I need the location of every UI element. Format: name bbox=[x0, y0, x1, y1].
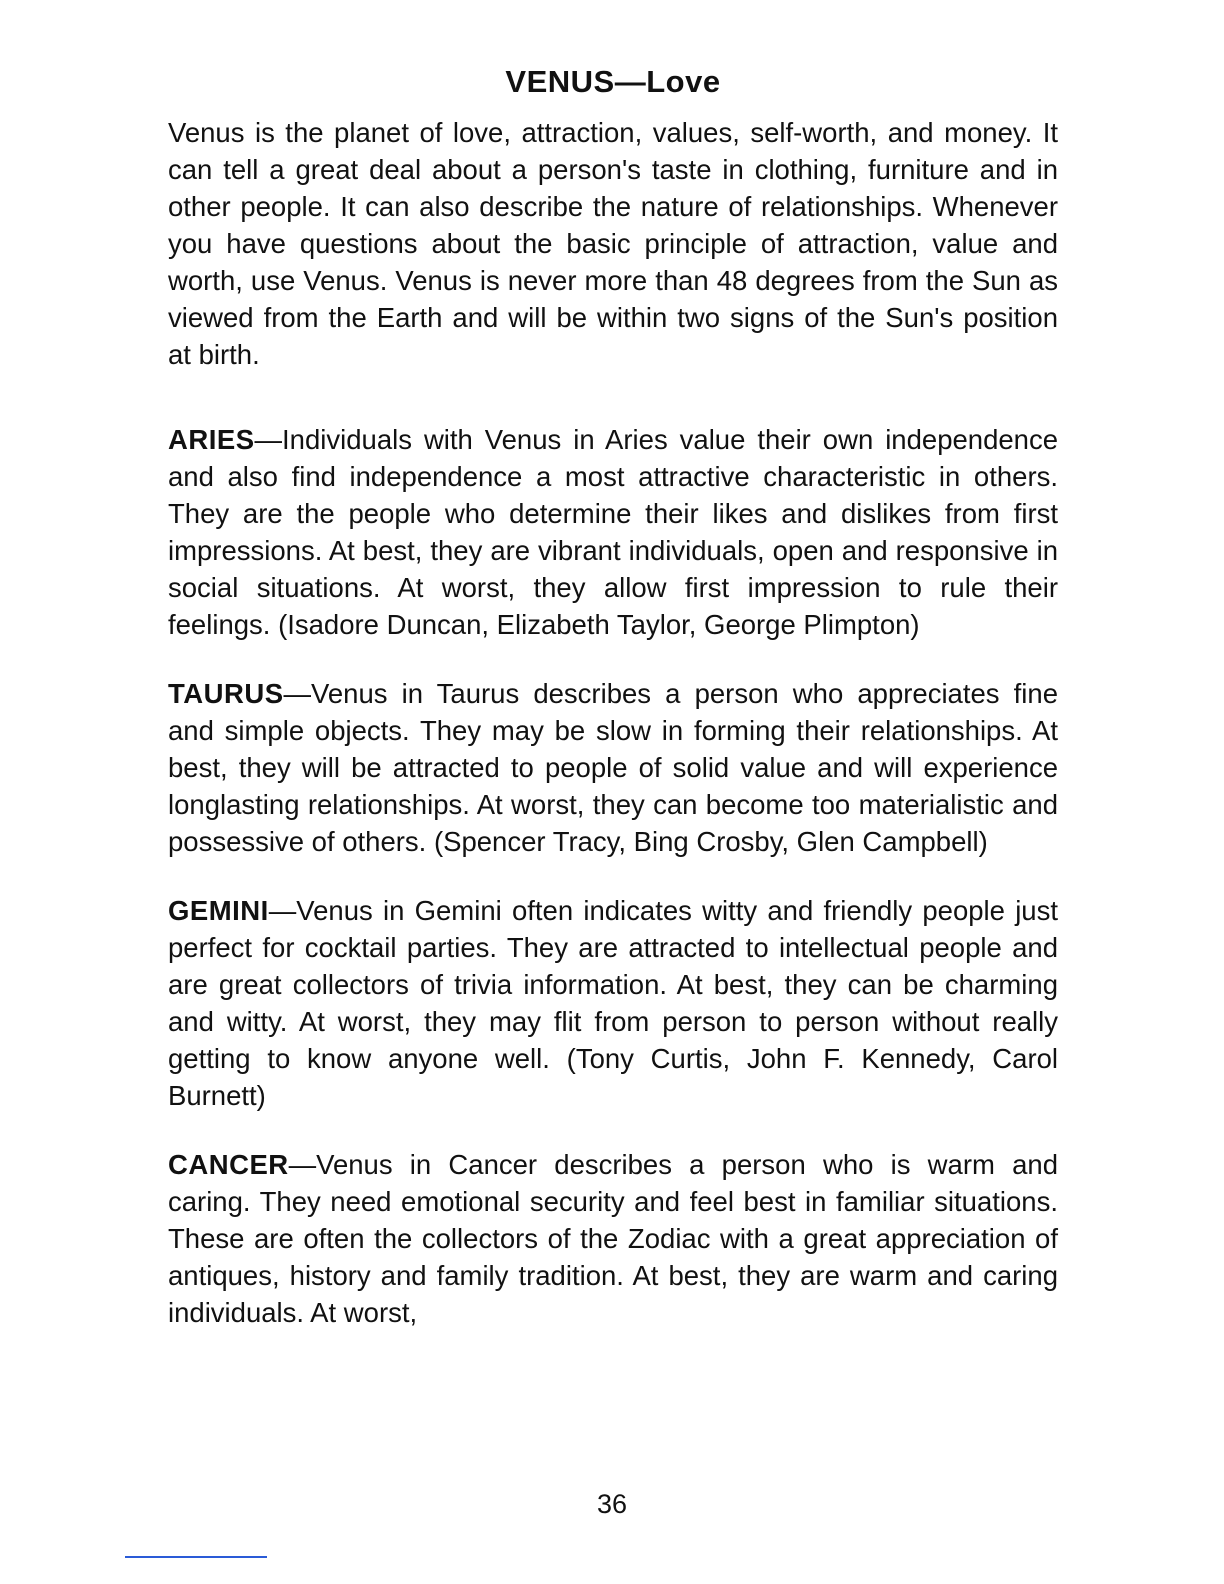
sign-heading: CANCER bbox=[168, 1149, 289, 1180]
page-title: VENUS—Love bbox=[505, 64, 721, 99]
sign-heading: TAURUS bbox=[168, 678, 284, 709]
entry-gemini bbox=[168, 892, 1058, 1114]
sign-heading: ARIES bbox=[168, 424, 255, 455]
sign-heading: GEMINI bbox=[168, 895, 269, 926]
page-content bbox=[168, 62, 1058, 1363]
entry-text: —Venus in Gemini often indicates witty and friendly people just perfect for cocktail parties. They are attracted to intellectual people and are great collectors of trivia information. At best, they can be charming and witty. At worst, they may flit from person to person without really getting to know anyone well. (Tony Curtis, John F. Kennedy, Carol Burnett) bbox=[168, 895, 1058, 1111]
intro-paragraph: Venus is the planet of love, attraction, values, self-worth, and money. It can tell a great deal about a person's taste in clothing, furniture and in other people. It can also describe the nature of relationships. Whenever you have questions about the basic principle of attraction, value and worth, use Venus. Venus is never more than 48 degrees from the Sun as viewed from the Earth and will be within two signs of the Sun's position at birth. bbox=[168, 117, 1058, 370]
entry-text: —Venus in Taurus describes a person who appreciates fine and simple objects. They may be slow in forming their relationships. At best, they will be attracted to people of solid value and will experience longlasting relationships. At worst, they can become too materialistic and possessive of others. (Spencer Tracy, Bing Crosby, Glen Campbell) bbox=[168, 678, 1058, 857]
entry-text: —Venus in Cancer describes a person who is warm and caring. They need emotional security and feel best in familiar situations. These are often the collectors of the Zodiac with a great appreciation of antiques, history and family tradition. At best, they are warm and caring individuals. At worst, bbox=[168, 1149, 1058, 1328]
entry-taurus bbox=[168, 675, 1058, 860]
page-number: 36 bbox=[596, 1489, 628, 1519]
entry-aries bbox=[168, 421, 1058, 643]
entry-text: —Individuals with Venus in Aries value their own independence and also find independence a most attractive characteristic in others. They are the people who determine their likes and dislikes from first impressions. At best, they are vibrant individuals, open and responsive in social situations. At worst, they allow first impression to rule their feelings. (Isadore Duncan, Elizabeth Taylor, George Plimpton) bbox=[168, 424, 1058, 640]
footer-rule bbox=[125, 1556, 267, 1558]
entry-cancer bbox=[168, 1146, 1058, 1331]
